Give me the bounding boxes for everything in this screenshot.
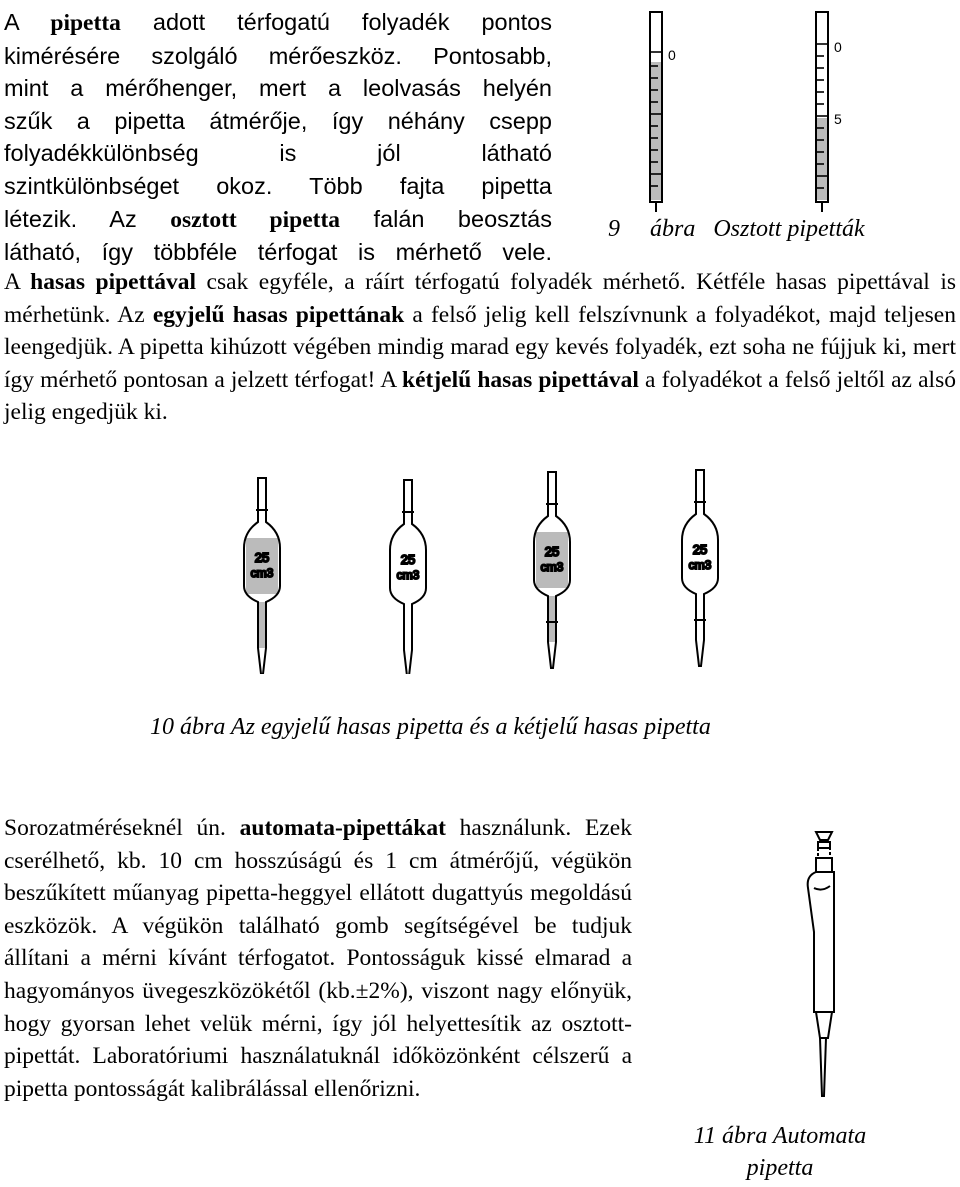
figure-11-automatic-pipette <box>736 812 916 1112</box>
term-ketjelu-hasas-pipetta: kétjelű hasas pipettával <box>402 366 639 393</box>
term-automata-pipetta: automata-pipettákat <box>239 815 446 841</box>
automata-pipetta-paragraph: Sorozatméréseknél ún. automata-pipettákat használunk. Ezek cserélhető, kb. 10 cm hosszúságú és 1 cm átmérőjű, végükön beszűkített műanyag pipetta-heggyel ellátott dugattyús megoldású eszközök. A végükön található gomb segítségével be tudjuk állítani a mérni kívánt térfogatot. Pontosságuk kissé elmarad a hagyományos üvegeszközökétől (kb.±2%), viszont nagy előnyük, hogy gyorsan lehet velük mérni, így jól helyettesítik az osztott-pipettát. Laboratóriumi használatuknál időközönként célszerű a pipetta pontosságát kalibrálással ellenőrizni. <box>4 815 632 1102</box>
bulb-unit-label: cm3 <box>250 566 274 580</box>
term-pipetta: pipetta <box>50 10 121 36</box>
bulb-pipette-3 <box>534 472 570 668</box>
scale-label-0-right: 0 <box>834 39 842 55</box>
hasas-pipetta-paragraph: A hasas pipettával csak egyféle, a ráírt térfogatú folyadék mérhető. Kétféle hasas pipettával is mérhetünk. Az egyjelű hasas pipettának a felső jelig kell felszívnunk a folyadékot, majd teljesen leengedjük. A pipetta kihúzott végében mindig marad egy kevés folyadék, ezt soha ne fújjuk ki, mert így mérhető pontosan a jelzett térfogat! A kétjelű hasas pipettával a folyadékot a felső jeltől az alsó jelig engedjük ki. <box>4 269 956 426</box>
graduated-pipette-left <box>650 12 662 212</box>
bulb-pipette-4 <box>682 470 718 666</box>
bulb-unit-label: cm3 <box>396 568 420 582</box>
term-hasas-pipetta: hasas pipettával <box>30 269 197 295</box>
intro-paragraph: A pipetta adott térfogatú folyadék pontos kimérésére szolgáló mérőeszköz. Pontosabb, mint a mérőhenger, mert a leolvasás helyén szűk a pipetta átmérője, így néhány csepp folyadékkülönbség is jól látható szintkülönbséget okoz. Több fajta pipetta létezik. Az osztott pipetta falán beosztás látható, így többféle térfogat is mérhető vele. <box>4 9 552 266</box>
graduated-pipette-right <box>816 12 828 212</box>
bulb-unit-label: cm3 <box>540 560 564 574</box>
bulb-volume-label: 25 <box>400 552 416 567</box>
figure-9-graduated-pipettes <box>600 6 920 214</box>
bulb-pipette-2 <box>390 480 426 674</box>
figure-10-caption: 10 ábra Az egyjelű hasas pipetta és a kétjelű hasas pipetta <box>150 714 711 740</box>
scale-label-0-left: 0 <box>668 47 676 63</box>
figure-9-caption: 9 ábra Osztott pipetták <box>608 216 865 242</box>
bulb-volume-label: 25 <box>544 544 560 559</box>
bulb-pipette-1 <box>244 478 280 674</box>
figure-11-caption: 11 ábra Automata pipetta <box>693 1123 867 1181</box>
bulb-volume-label: 25 <box>692 542 708 557</box>
bulb-volume-label: 25 <box>254 550 270 565</box>
scale-label-5-right: 5 <box>834 111 842 127</box>
term-egyjelu-hasas-pipetta: egyjelű hasas pipettának <box>152 301 405 328</box>
term-osztott-pipetta: osztott pipetta <box>170 206 341 233</box>
figure-10-bulb-pipettes <box>220 468 740 674</box>
bulb-unit-label: cm3 <box>688 558 712 572</box>
